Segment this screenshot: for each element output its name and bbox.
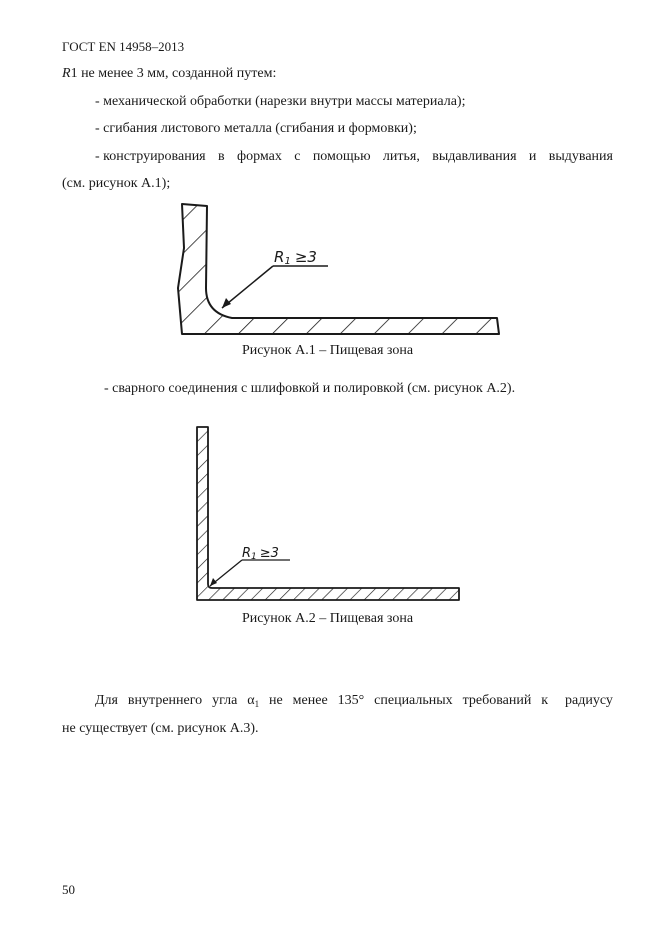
alpha-symbol: $\alpha_1$: [247, 693, 260, 709]
leader-arrow: [210, 578, 217, 586]
document-header: ГОСТ EN 14958–2013: [62, 39, 185, 54]
word: выдувания: [548, 149, 613, 164]
word: в: [218, 149, 225, 164]
profile-outline: [178, 204, 499, 334]
list-item-machining: - механической обработки (нарезки внутри массы материала);: [95, 94, 466, 109]
paragraph-inner-angle: [95, 692, 613, 713]
word: Для: [95, 693, 118, 708]
word: внутреннего: [127, 693, 203, 708]
figure-a1-drawing: [170, 198, 510, 343]
word: помощью: [312, 149, 371, 164]
list-item-bending: - сгибания листового металла (сгибания и формовки);: [95, 121, 417, 136]
radius-label: R1 ≥3: [274, 248, 317, 267]
paragraph-inner-angle-continued: не существует (см. рисунок А.3).: [62, 721, 259, 736]
word: специальных: [374, 693, 453, 708]
word: с: [294, 149, 301, 164]
word: требований: [462, 693, 532, 708]
hatch-fill: [170, 198, 510, 343]
leader-line: [222, 266, 273, 308]
radius-intro-text: 1 не менее 3 мм, созданной путем:: [70, 66, 277, 81]
page-number: 50: [62, 882, 75, 897]
figure-a2-caption: Рисунок А.2 – Пищевая зона: [242, 611, 414, 626]
list-item-welding: - сварного соединения с шлифовкой и полировкой (см. рисунок А.2).: [104, 381, 516, 396]
paragraph-radius-intro: [62, 65, 276, 83]
leader-arrow: [222, 298, 231, 308]
list-item-casting: [95, 148, 613, 166]
word: радиусу: [558, 693, 613, 708]
hatch-fill: [190, 420, 470, 610]
word: выдавливания: [432, 149, 517, 164]
word: угла: [212, 693, 238, 708]
word: 135°: [337, 693, 365, 708]
word: - конструирования: [95, 149, 206, 164]
figure-a2-drawing: [190, 420, 470, 610]
radius-symbol: R: [62, 66, 71, 81]
word: менее: [292, 693, 328, 708]
word: и: [528, 149, 537, 164]
word: не: [269, 693, 283, 708]
figure-a1-caption: Рисунок А.1 – Пищевая зона: [242, 343, 414, 358]
profile-outline: [197, 427, 459, 600]
radius-label: R1 ≥3: [242, 546, 279, 562]
word: литья,: [382, 149, 420, 164]
word: к: [541, 693, 549, 708]
word: формах: [237, 149, 282, 164]
list-item-casting-continued: (см. рисунок А.1);: [62, 176, 171, 191]
